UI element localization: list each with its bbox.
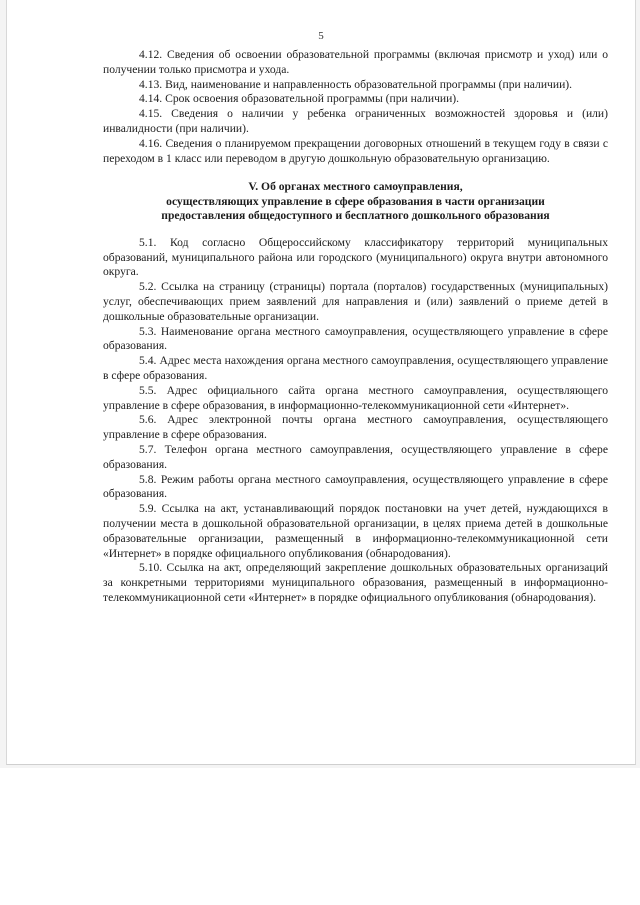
paragraph-5-10: 5.10. Ссылка на акт, определяющий закрепление дошкольных образовательных организаций за конкретными территориями муниципального образования, размещенный в информационно-телекоммуникационной сети «Интернет» в порядке официального опубликования (обнародования). bbox=[103, 561, 608, 604]
paragraph-5-5: 5.5. Адрес официального сайта органа местного самоуправления, осуществляющего управление в сфере образования, в информационно-телекоммуникационной сети «Интернет». bbox=[103, 383, 608, 412]
paragraph-5-2: 5.2. Ссылка на страницу (страницы) портала (порталов) государственных (муниципальных) услуг, обеспечивающих прием заявлений для направления и (или) заявлений о приеме детей в дошкольные образовательные организации. bbox=[103, 280, 608, 323]
section-heading-line-1: V. Об органах местного самоуправления, bbox=[248, 180, 463, 194]
paragraph-5-7: 5.7. Телефон органа местного самоуправления, осуществляющего управление в сфере образования. bbox=[103, 443, 608, 471]
page-number: 5 bbox=[318, 30, 324, 42]
paragraph-4-16: 4.16. Сведения о планируемом прекращении договорных отношений в текущем году в связи с переходом в 1 класс или переводом в другую дошкольную образовательную организацию. bbox=[103, 136, 608, 165]
paragraph-5-4: 5.4. Адрес места нахождения органа местного самоуправления, осуществляющего управление в сфере образования. bbox=[103, 354, 608, 383]
document-page bbox=[6, 0, 636, 765]
paragraph-4-14: 4.14. Срок освоения образовательной программы (при наличии). bbox=[139, 92, 460, 106]
paragraph-4-15: 4.15. Сведения о наличии у ребенка ограниченных возможностей здоровья и (или) инвалидности (при наличии). bbox=[103, 107, 608, 135]
paragraph-5-9: 5.9. Ссылка на акт, устанавливающий порядок постановки на учет детей, нуждающихся в получении места в дошкольной образовательной организации, в целях приема детей в дошкольные образовательные организации, размещенный в информационно-телекоммуникационной сети «Интернет» в порядке официального опубликования (обнародования). bbox=[103, 502, 608, 560]
section-heading bbox=[103, 180, 608, 224]
paragraph-4-12: 4.12. Сведения об освоении образовательной программы (включая присмотр и уход) или о получении только присмотра и ухода. bbox=[103, 48, 608, 76]
paragraph-4-13: 4.13. Вид, наименование и направленность образовательной программы (при наличии). bbox=[139, 77, 573, 91]
section-heading-line-2: осуществляющих управление в сфере образования в части организации bbox=[166, 194, 545, 208]
document-body bbox=[103, 48, 608, 606]
paragraph-5-6: 5.6. Адрес электронной почты органа местного самоуправления, осуществляющего управление в сфере образования. bbox=[103, 413, 608, 442]
section-heading-line-3: предоставления общедоступного и бесплатного дошкольного образования bbox=[161, 209, 550, 223]
paragraph-5-8: 5.8. Режим работы органа местного самоуправления, осуществляющего управление в сфере образования. bbox=[103, 472, 608, 501]
paragraph-5-1: 5.1. Код согласно Общероссийскому классификатору территорий муниципальных образований, муниципального района или городского (муниципального) округа внутри автономного округа. bbox=[103, 235, 608, 279]
paragraph-5-3: 5.3. Наименование органа местного самоуправления, осуществляющего управление в сфере образования. bbox=[103, 324, 608, 353]
